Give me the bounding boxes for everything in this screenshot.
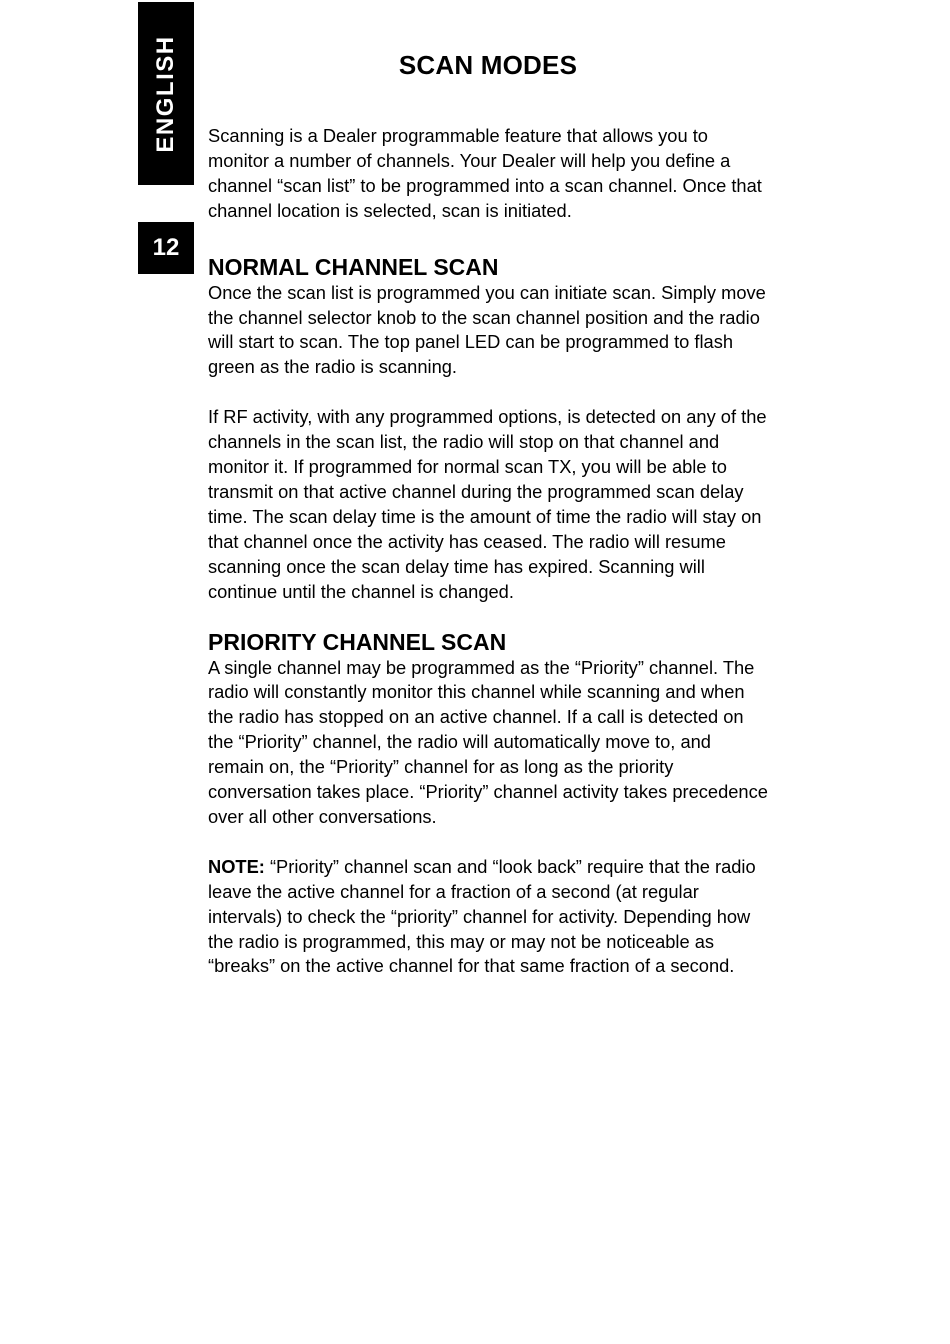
note-label: NOTE: — [208, 855, 265, 877]
intro-paragraph: Scanning is a Dealer programmable feature that allows you to monitor a number of channels. Your Dealer will help you define a channel “scan list” to be programmed into a scan channel. Once that channel location is selected, scan is initiated. — [208, 125, 762, 221]
normal-scan-paragraph-1: Once the scan list is programmed you can initiate scan. Simply move the channel selector knob to the scan channel position and the radio will start to scan. The top panel LED can be programmed to flash green as the radio is scanning. — [208, 281, 766, 378]
normal-scan-paragraph-2: If RF activity, with any programmed options, is detected on any of the channels in the scan list, the radio will stop on that channel and monitor it. If programmed for normal scan TX, you will be able to transmit on that active channel during the programmed scan delay time. The scan delay time is the amount of time the radio will stay on that channel once the activity has ceased. The radio will resume scanning once the scan delay time has expired. Scanning will continue until the channel is changed. — [208, 406, 767, 602]
note-paragraph — [208, 855, 768, 980]
page-title: SCAN MODES — [398, 50, 578, 80]
page-content — [208, 50, 768, 979]
priority-scan-heading: PRIORITY CHANNEL SCAN — [208, 628, 507, 655]
note-text: “Priority” channel scan and “look back” require that the radio leave the active channel for a fraction of a second (at regular intervals) to check the “priority” channel for activity. Depending how the radio is programmed, this may or may not be noticeable as “breaks” on the active channel for that same fraction of a second. — [208, 855, 756, 977]
language-tab — [138, 2, 194, 185]
normal-scan-heading: NORMAL CHANNEL SCAN — [208, 253, 499, 280]
language-tab-label: ENGLISH — [152, 34, 179, 153]
priority-scan-paragraph: A single channel may be programmed as the “Priority” channel. The radio will constantly monitor this channel while scanning and when the radio has stopped on an active channel. If a call is detected on the “Priority” channel, the radio will automatically move to, and remain on, the “Priority” channel for as long as the priority conversation takes place. “Priority” channel activity takes precedence over all other conversations. — [208, 656, 768, 827]
page-number: 12 — [138, 222, 194, 274]
